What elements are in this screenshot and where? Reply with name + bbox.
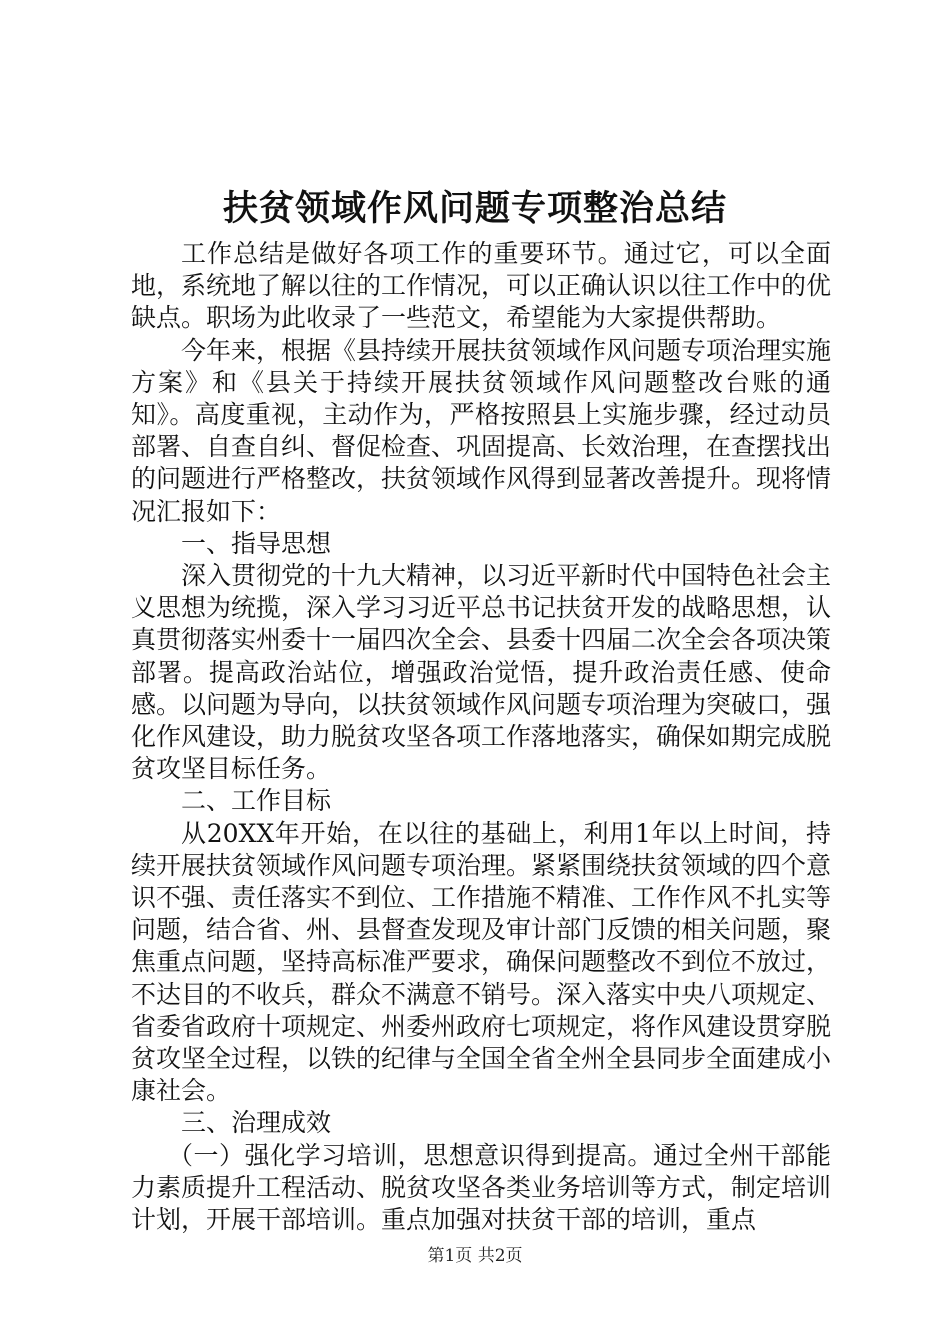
document-title: 扶贫领域作风问题专项整治总结 <box>222 188 727 229</box>
page-footer: 第1页 共2页 <box>427 1246 523 1266</box>
section-heading-results: 三、治理成效 <box>181 1108 332 1138</box>
section-heading-guiding-ideology: 一、指导思想 <box>181 528 332 558</box>
intro-paragraph: 工作总结是做好各项工作的重要环节。通过它，可以全面地，系统地了解以往的工作情况，可以正确认识以往工作中的优缺点。职场为此收录了一些范文，希望能为大家提供帮助。 <box>131 239 832 333</box>
document-body <box>131 238 831 1236</box>
work-goals-paragraph: 从20XX年开始，在以往的基础上，利用1年以上时间，持续开展扶贫领域作风问题专项治理。紧紧围绕扶贫领域的四个意识不强、责任落实不到位、工作措施不精准、工作作风不扎实等问题，结合省、州、县督查发现及审计部门反馈的相关问题，聚焦重点问题，坚持高标准严要求，确保问题整改不到位不放过，不达目的不收兵，群众不满意不销号。深入落实中央八项规定、省委省政府十项规定、州委州政府七项规定，将作风建设贯穿脱贫攻坚全过程，以铁的纪律与全国全省全州全县同步全面建成小康社会。 <box>131 818 832 1106</box>
results-paragraph-1: （一）强化学习培训，思想意识得到提高。通过全州干部能力素质提升工程活动、脱贫攻坚各类业务培训等方式，制定培训计划，开展干部培训。重点加强对扶贫干部的培训，重点 <box>131 1140 832 1235</box>
guiding-ideology-paragraph: 深入贯彻党的十九大精神，以习近平新时代中国特色社会主义思想为统揽，深入学习习近平总书记扶贫开发的战略思想，认真贯彻落实州委十一届四次全会、县委十四届二次全会各项决策部署。提高政治站位，增强政治觉悟，提升政治责任感、使命感。以问题为导向，以扶贫领域作风问题专项治理为突破口，强化作风建设，助力脱贫攻坚各项工作落地落实，确保如期完成脱贫攻坚目标任务。 <box>131 561 832 784</box>
summary-paragraph: 今年来，根据《县持续开展扶贫领域作风问题专项治理实施方案》和《县关于持续开展扶贫领域作风问题整改台账的通知》。高度重视，主动作为，严格按照县上实施步骤，经过动员部署、自查自纠、督促检查、巩固提高、长效治理，在查摆找出的问题进行严格整改，扶贫领域作风得到显著改善提升。现将情况汇报如下： <box>131 335 832 526</box>
section-heading-work-goals: 二、工作目标 <box>181 786 332 816</box>
